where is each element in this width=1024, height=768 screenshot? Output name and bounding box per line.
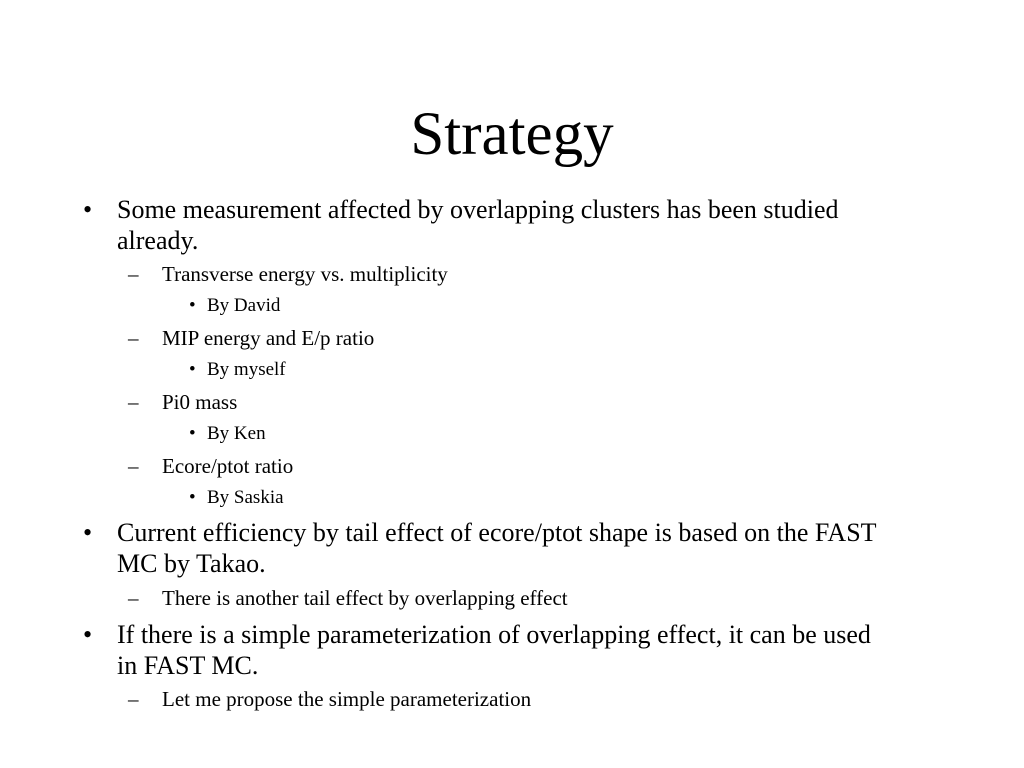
bullet-text	[117, 194, 957, 256]
sub-bullet-text: Transverse energy vs. multiplicity	[162, 262, 448, 286]
slide-title: Strategy	[410, 101, 614, 168]
dash-marker: –	[128, 390, 139, 414]
sub-bullet-text: Let me propose the simple parameterization	[162, 687, 532, 711]
sub-sub-bullet-text: By Ken	[207, 423, 266, 444]
bullet-marker: •	[83, 620, 93, 649]
sub-sub-bullet-text: By myself	[207, 359, 286, 380]
sub-bullet-text: There is another tail effect by overlapping effect	[162, 586, 568, 610]
bullet-marker: •	[83, 518, 93, 547]
bullet-marker: •	[189, 487, 196, 508]
bullet-text	[117, 517, 957, 579]
bullet-marker: •	[189, 295, 196, 316]
bullet-text-line: MC by Takao.	[117, 549, 266, 578]
bullet-marker: •	[83, 195, 93, 224]
dash-marker: –	[128, 262, 139, 286]
sub-sub-bullet-text: By David	[207, 295, 281, 316]
dash-marker: –	[128, 586, 139, 610]
bullet-text-line: in FAST MC.	[117, 651, 259, 680]
bullet-marker: •	[189, 423, 196, 444]
dash-marker: –	[128, 454, 139, 478]
sub-bullet-text: Pi0 mass	[162, 390, 238, 414]
dash-marker: –	[128, 687, 139, 711]
sub-bullet-text: MIP energy and E/p ratio	[162, 326, 375, 350]
bullet-text-line: already.	[117, 226, 199, 255]
bullet-marker: •	[189, 359, 196, 380]
dash-marker: –	[128, 326, 139, 350]
bullet-text-line: Current efficiency by tail effect of ecore/ptot shape is based on the FAST	[117, 518, 877, 547]
sub-sub-bullet-text: By Saskia	[207, 487, 284, 508]
sub-bullet-text: Ecore/ptot ratio	[162, 454, 294, 478]
bullet-text-line: If there is a simple parameterization of overlapping effect, it can be used	[117, 620, 871, 649]
bullet-text-line: Some measurement affected by overlapping clusters has been studied	[117, 195, 839, 224]
bullet-text	[117, 619, 957, 681]
